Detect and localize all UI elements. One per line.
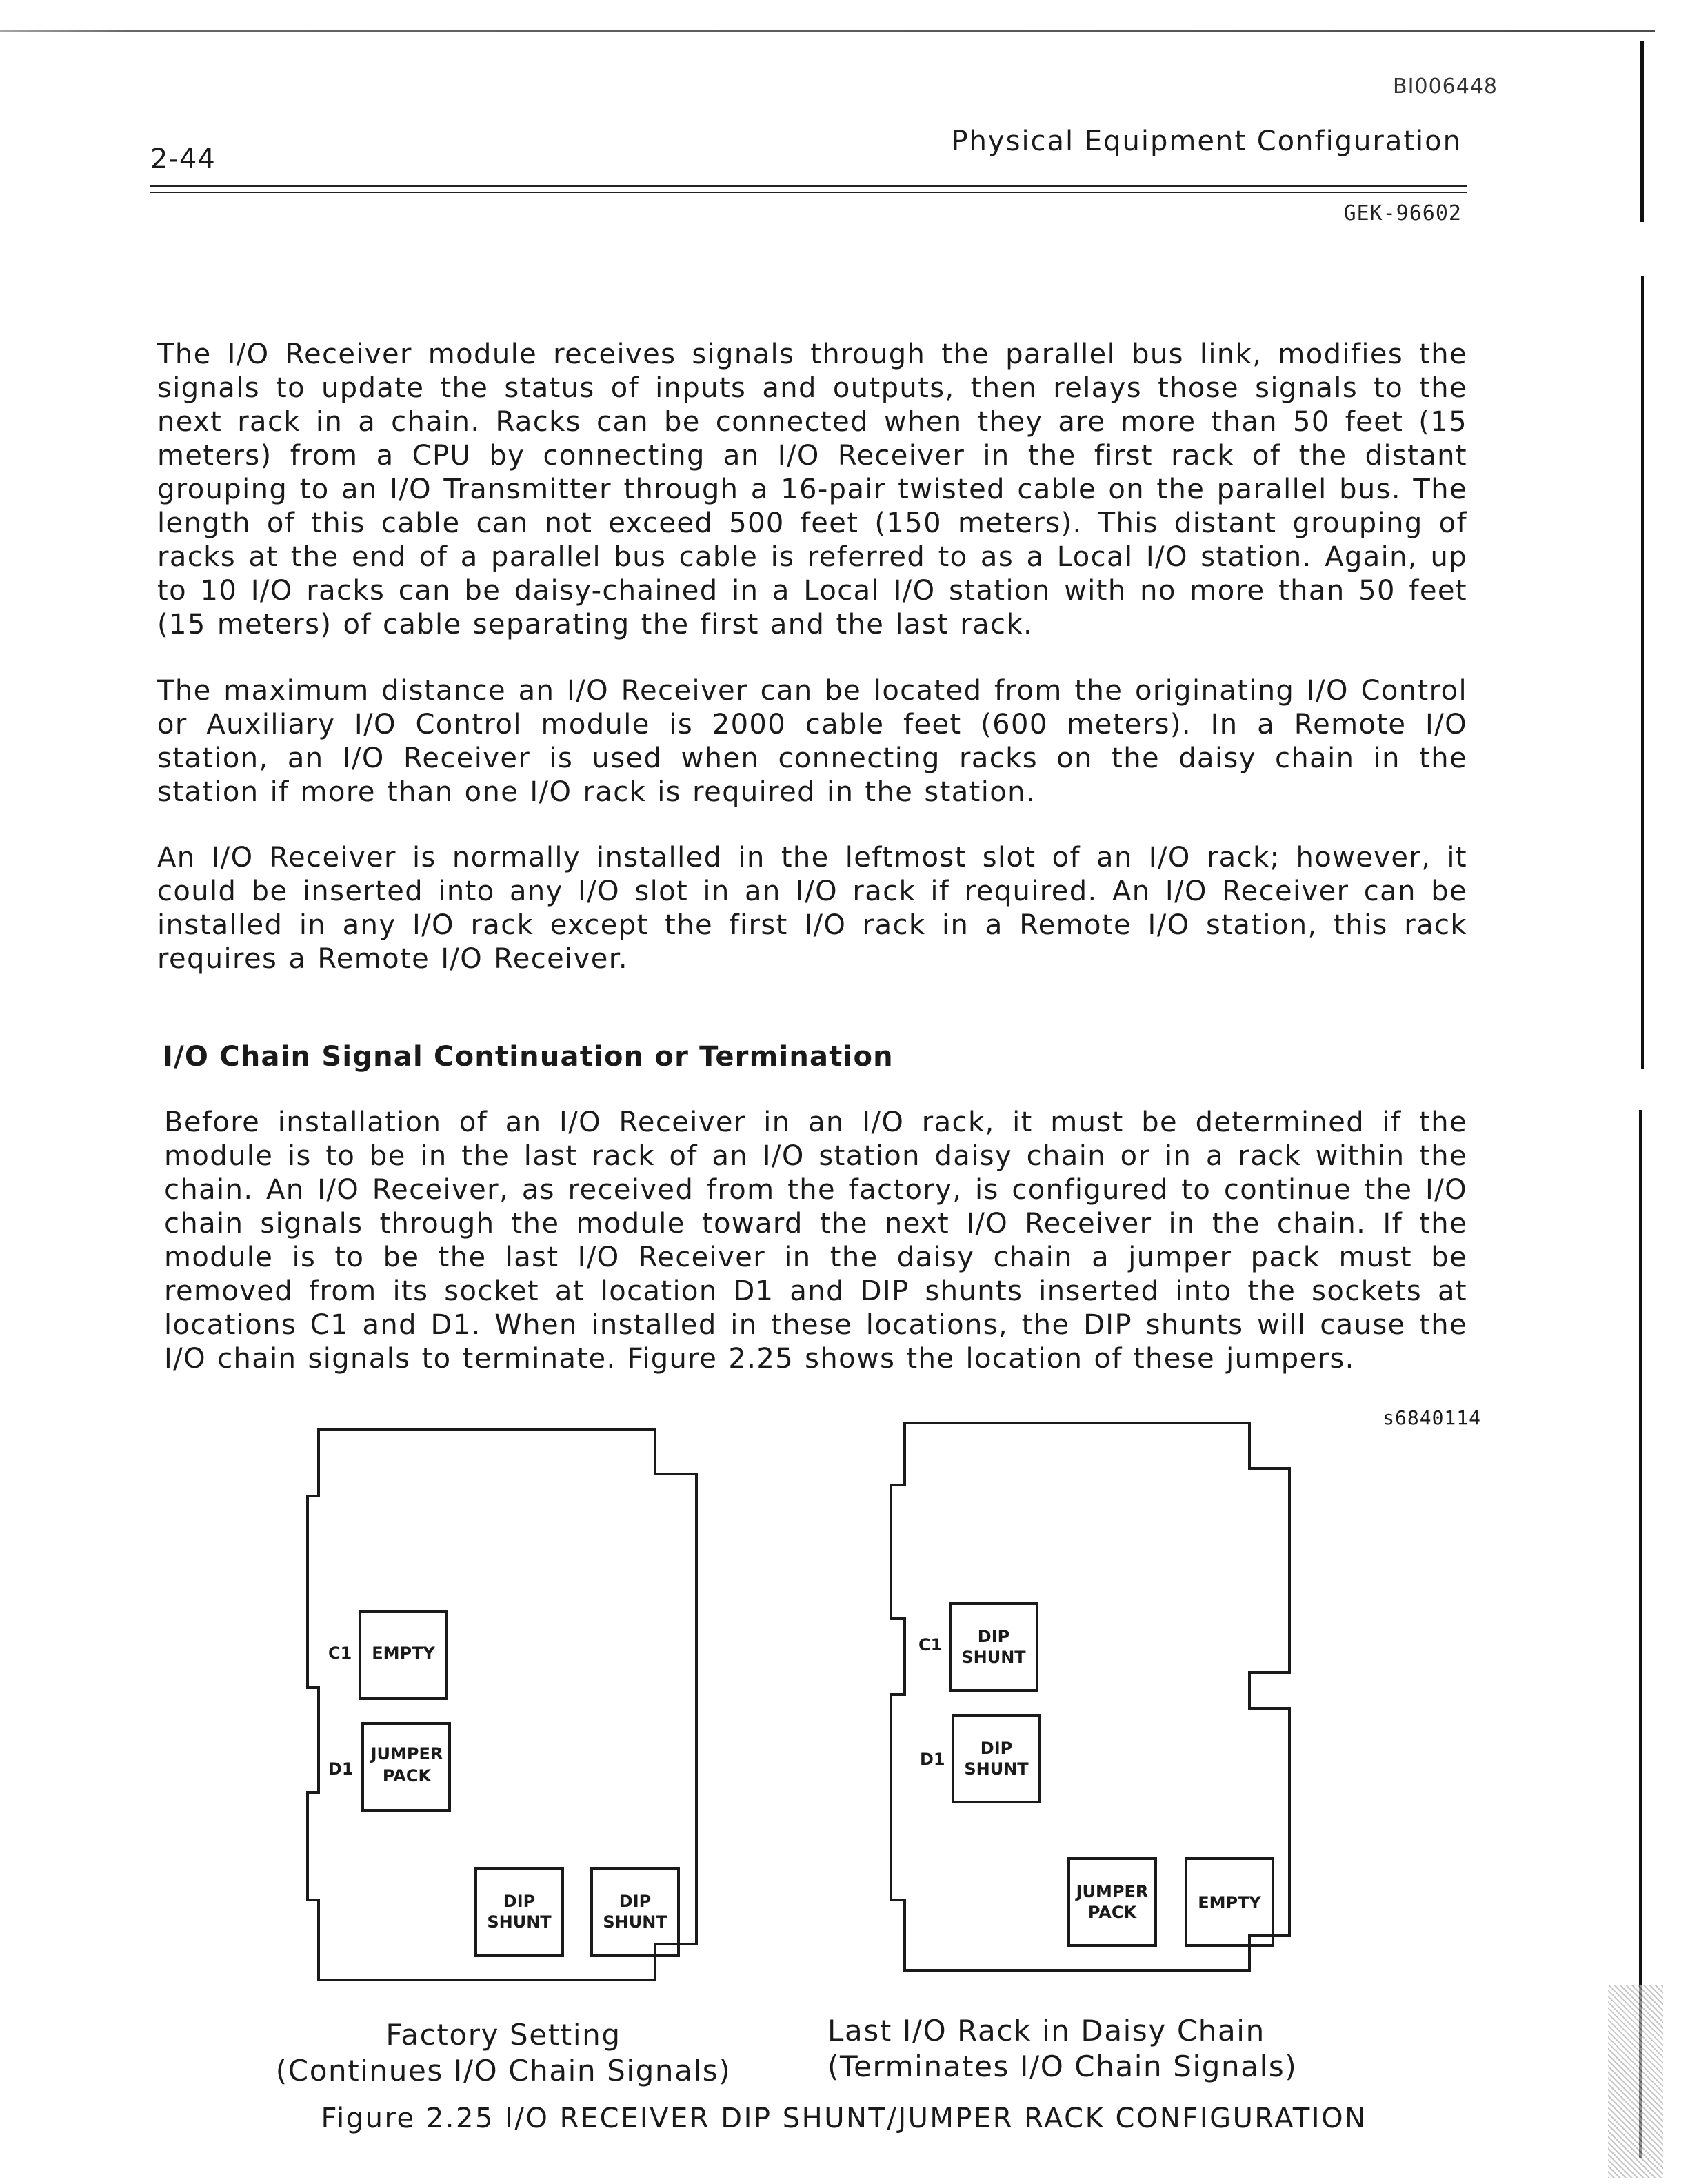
- subheading: I/O Chain Signal Continuation or Termination: [163, 1041, 894, 1073]
- left-d1-label: D1: [328, 1759, 354, 1779]
- right-d1-socket: [953, 1715, 1040, 1802]
- right-bottom-socket-1: [1069, 1859, 1156, 1945]
- right-jumper-pack-line1: JUMPER: [1076, 1882, 1149, 1901]
- left-d1-jumper-pack-line2: PACK: [382, 1766, 432, 1786]
- right-d1-dip-shunt-line2: SHUNT: [964, 1759, 1029, 1779]
- right-board-caption: [827, 2013, 1352, 2085]
- right-c1-socket: [950, 1604, 1037, 1690]
- paragraph: The I/O Receiver module receives signals through the parallel bus link, modifies the signals to update the status of inputs and outputs, then relays those signals to the next rack in a chain. Racks can be connected when they are more than 50 feet (15 meters) from a CPU by connecting an I/O Receiver in the first rack of the distant grouping to an I/O Transmitter through a 16-pair twisted cable on the parallel bus. The length of this cable can not exceed 500 feet (150 meters). This distant grouping of racks at the end of a parallel bus cable is referred to as a Local I/O station. Again, up to 10 I/O racks can be daisy-chained in a Local I/O station with no more than 50 feet (15 meters) of cable separating the first and the last rack.: [157, 338, 1467, 640]
- figure-code: s6840114: [1383, 1406, 1481, 1429]
- right-caption-line2: (Terminates I/O Chain Signals): [827, 2050, 1298, 2083]
- right-c1-dip-shunt-line2: SHUNT: [961, 1648, 1026, 1667]
- right-jumper-pack-line2: PACK: [1087, 1903, 1137, 1922]
- left-dip-shunt-1-line2: SHUNT: [487, 1912, 552, 1932]
- paragraph: An I/O Receiver is normally installed in the leftmost slot of an I/O rack; however, it could be inserted into any I/O slot in an I/O rack if required. An I/O Receiver can be installed in any I/O rack except the first I/O rack in a Remote I/O station, this rack requires a Remote I/O Receiver.: [157, 842, 1467, 975]
- left-caption-line2: (Continues I/O Chain Signals): [275, 2054, 732, 2087]
- figure-caption: Figure 2.25 I/O RECEIVER DIP SHUNT/JUMPER RACK CONFIGURATION: [321, 2103, 1367, 2134]
- left-c1-label: C1: [328, 1644, 352, 1663]
- right-c1-label: C1: [918, 1635, 943, 1655]
- right-empty-socket: EMPTY: [1198, 1893, 1261, 1912]
- right-caption-line1: Last I/O Rack in Daisy Chain: [827, 2014, 1265, 2048]
- page-number: 2-44: [150, 143, 216, 175]
- document-id: BI006448: [1393, 74, 1498, 99]
- left-dip-shunt-1-line1: DIP: [503, 1892, 536, 1911]
- left-caption-line1: Factory Setting: [385, 2018, 621, 2052]
- left-c1-empty: EMPTY: [372, 1644, 435, 1663]
- right-d1-dip-shunt-line1: DIP: [980, 1739, 1013, 1758]
- section-title: Physical Equipment Configuration: [951, 125, 1462, 157]
- paragraph: Before installation of an I/O Receiver in an I/O rack, it must be determined if the module is to be in the last rack of an I/O station daisy chain or in a rack within the chain. An I/O Receiver, as received from the factory, is configured to continue the I/O chain signals through the module toward the next I/O Receiver in the chain. If the module is to be the last I/O Receiver in the daisy chain a jumper pack must be removed from its socket at location D1 and DIP shunts inserted into the sockets at locations C1 and D1. When installed in these locations, the DIP shunts will cause the I/O chain signals to terminate. Figure 2.25 shows the location of these jumpers.: [164, 1106, 1467, 1375]
- document-number: GEK-96602: [1343, 201, 1462, 225]
- left-board-caption: [262, 2017, 745, 2089]
- right-c1-dip-shunt-line1: DIP: [977, 1627, 1010, 1646]
- left-dip-shunt-2-line1: DIP: [619, 1892, 652, 1911]
- left-dip-shunt-2-line2: SHUNT: [603, 1912, 667, 1932]
- paragraph: The maximum distance an I/O Receiver can be located from the originating I/O Control or Auxiliary I/O Control module is 2000 cable feet (600 meters). In a Remote I/O station, an I/O Receiver is used when connecting racks on the daisy chain in the station if more than one I/O rack is required in the station.: [157, 675, 1467, 808]
- right-d1-label: D1: [920, 1750, 945, 1769]
- left-d1-jumper-pack-line1: JUMPER: [370, 1744, 443, 1763]
